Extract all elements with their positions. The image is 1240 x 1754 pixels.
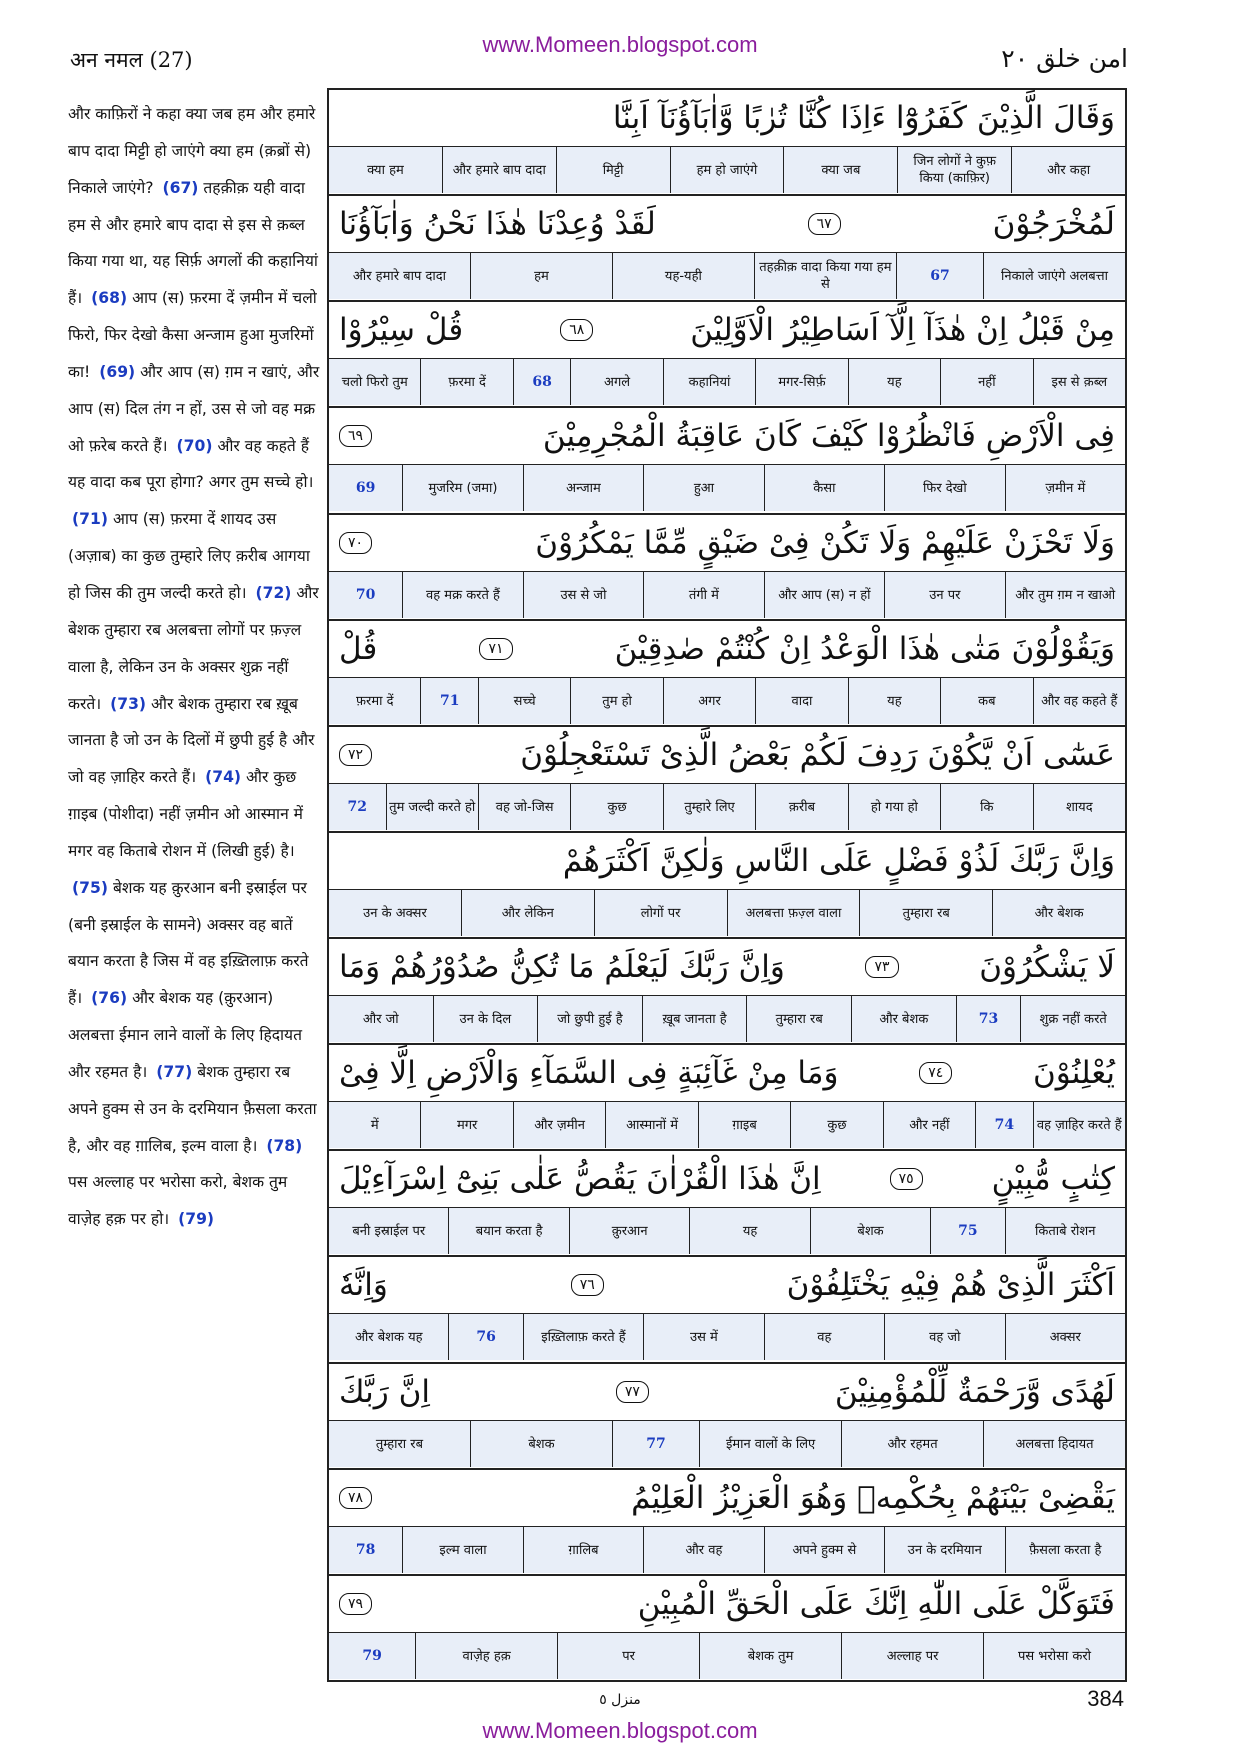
word-meaning-cell: वाज़ेह हक़ <box>415 1633 557 1679</box>
arabic-text: وَيَقُوْلُوْنَ مَتٰى هٰذَا الْوَعْدُ اِنْ كُنْتُمْ صٰدِقِيْنَ <box>614 631 1115 667</box>
ayah-number-marker: ٧٦ <box>571 1274 604 1296</box>
ayah-number-marker: ٧٤ <box>919 1062 952 1084</box>
word-meaning-cell: ज़मीन में <box>1005 465 1125 511</box>
word-meaning-cell: इल्म वाला <box>402 1527 522 1573</box>
word-verse-number: 69 <box>355 479 376 496</box>
word-meaning-cell: कैसा <box>764 465 884 511</box>
ayah-number-marker: ٧٨ <box>339 1487 372 1509</box>
surah-title-hindi: अन नमल (27) <box>70 48 193 72</box>
word-verse-number: 75 <box>930 1208 1004 1254</box>
word-meaning-cell: बेशक तुम <box>699 1633 841 1679</box>
word-meaning-cell: और बेशक <box>851 996 956 1042</box>
word-meaning-cell: इस से क़ब्ल <box>1033 359 1125 405</box>
word-verse-number: 68 <box>513 359 570 405</box>
verse-number: (67) <box>162 178 199 197</box>
word-meaning-cell: जिन लोगों ने कुफ़ किया (काफ़िर) <box>897 147 1011 193</box>
word-meaning-cell: कुछ <box>570 784 662 830</box>
word-meaning-cell: तुम जल्दी करते हो <box>386 784 478 830</box>
word-meaning-row <box>329 783 1125 830</box>
word-meaning-cell: फ़ैसला करता है <box>1005 1527 1125 1573</box>
arabic-text: وَاِنَّهٗ <box>339 1267 388 1303</box>
word-meaning-cell: और बेशक <box>992 890 1125 936</box>
word-meaning-cell: बनी इस्राईल पर <box>352 1223 426 1239</box>
word-meaning-cell: मुजरिम (जमा) <box>402 465 522 511</box>
word-meaning-row <box>329 995 1125 1042</box>
word-meaning-cell: यह <box>689 1208 809 1254</box>
word-meaning-cell: अलबत्ता हिदायत <box>983 1421 1125 1467</box>
word-meaning-cell: अपने हुक्म से <box>764 1527 884 1573</box>
arabic-text: لَهُدًى وَّرَحْمَةٌ لِّلْمُؤْمِنِيْنَ <box>834 1374 1115 1410</box>
arabic-text: لَا يَشْكُرُوْنَ <box>979 949 1115 985</box>
verse-number: (70) <box>176 436 213 455</box>
word-meaning-cell: बेशक <box>810 1208 930 1254</box>
word-verse-number: 67 <box>896 253 983 299</box>
word-meaning-cell: यह <box>848 359 940 405</box>
word-meaning-cell: हो गया हो <box>848 784 940 830</box>
word-meaning-cell: तुम्हारा रब <box>859 890 992 936</box>
arabic-text: لَمُخْرَجُوْنَ <box>992 206 1115 242</box>
verse-number: (79) <box>178 1210 215 1229</box>
word-meaning-cell: में <box>370 1117 379 1133</box>
ayah-number-marker: ٧١ <box>479 638 512 660</box>
arabic-verse-line <box>329 619 1125 677</box>
translation-text: बेशक यह क़ुरआन बनी इस्राईल पर (बनी इस्राईल के सामने) अक्सर वह बातें बयान करता है जिस में वह इख़्तिलाफ़ करते हैं। <box>68 878 309 1008</box>
word-meaning-cell: मिट्टी <box>556 147 670 193</box>
word-meaning-cell: तुम हो <box>570 678 662 724</box>
arabic-text: وَقَالَ الَّذِيْنَ كَفَرُوْٓا ءَاِذَا كُنَّا تُرٰبًا وَّاٰبَآؤُنَآ اَبِنَّا <box>612 100 1115 136</box>
word-meaning-cell: उन के दरमियान <box>884 1527 1004 1573</box>
arabic-text: قُلْ <box>339 631 378 667</box>
translation-text: और कुछ ग़ाइब (पोशीदा) नहीं ज़मीन ओ आस्मान में मगर वह किताबे रोशन में (लिखी हुई) है। <box>68 768 304 860</box>
verse-number: (71) <box>72 510 108 529</box>
arabic-text: فَتَوَكَّلْ عَلَى اللّٰهِ اِنَّكَ عَلَى الْحَقِّ الْمُبِيْنِ <box>637 1586 1115 1622</box>
word-meaning-cell: फिर देखो <box>884 465 1004 511</box>
word-meaning-cell: बेशक <box>470 1421 612 1467</box>
word-meaning-cell: क़ुरआन <box>569 1208 689 1254</box>
word-meaning-cell: और रहमत <box>841 1421 983 1467</box>
word-meaning-cell: ख़ूब जानता है <box>642 996 747 1042</box>
word-meaning-cell: अगले <box>570 359 662 405</box>
word-meaning-row <box>329 1313 1125 1360</box>
word-meaning-cell: और वह कहते हैं <box>1033 678 1125 724</box>
arabic-text: عَسٰٓى اَنْ يَّكُوْنَ رَدِفَ لَكُمْ بَعْضُ الَّذِىْ تَسْتَعْجِلُوْنَ <box>520 737 1115 773</box>
word-meaning-row <box>329 252 1125 299</box>
ayah-number-marker: ٦٧ <box>808 213 841 235</box>
arabic-verse-line <box>329 1149 1125 1207</box>
word-meaning-cell: हम <box>470 253 612 299</box>
arabic-text: مِنْ قَبْلُ اِنْ هٰذَآ اِلَّآ اَسَاطِيْرُ الْاَوَّلِيْنَ <box>690 312 1115 348</box>
word-meaning-cell: चलो फिरो तुम <box>341 374 408 390</box>
word-meaning-row <box>329 358 1125 405</box>
arabic-verse-line <box>329 725 1125 783</box>
arabic-verse-line <box>329 831 1125 889</box>
word-verse-number: 74 <box>975 1102 1032 1148</box>
word-meaning-cell: कि <box>940 784 1032 830</box>
arabic-verse-line <box>329 937 1125 995</box>
word-meaning-cell: वह जो-जिस <box>478 784 570 830</box>
arabic-text: وَمَا مِنْ غَآئِبَةٍ فِى السَّمَآءِ وَالْاَرْضِ اِلَّا فِىْ <box>339 1055 839 1091</box>
word-meaning-cell: वह जो <box>884 1314 1004 1360</box>
word-meaning-row <box>329 1632 1125 1679</box>
word-meaning-cell: यह-यही <box>612 253 754 299</box>
ayah-number-marker: ٧٢ <box>339 744 372 766</box>
word-meaning-cell: कहानियां <box>663 359 755 405</box>
word-meaning-cell: बयान करता है <box>448 1208 568 1254</box>
verse-number: (77) <box>156 1062 193 1081</box>
word-meaning-cell: कुछ <box>790 1102 882 1148</box>
word-meaning-cell: उन के अक्सर <box>363 905 427 921</box>
word-meaning-cell: अगर <box>663 678 755 724</box>
word-meaning-cell: पर <box>557 1633 699 1679</box>
verse-number: (74) <box>205 768 242 787</box>
word-meaning-cell: फ़रमा दें <box>420 359 512 405</box>
ayah-number-marker: ٧٧ <box>616 1381 649 1403</box>
arabic-text: فِى الْاَرْضِ فَانْظُرُوْا كَيْفَ كَانَ عَاقِبَةُ الْمُجْرِمِيْنَ <box>542 418 1115 454</box>
arabic-text: يَقْضِىْ بَيْنَهُمْ بِحُكْمِهٖ وَهُوَ الْعَزِيْزُ الْعَلِيْمُ <box>631 1480 1115 1516</box>
word-meaning-cell: लोगों पर <box>594 890 727 936</box>
arabic-text: لَقَدْ وُعِدْنَا هٰذَا نَحْنُ وَاٰبَآؤُنَا <box>339 206 656 242</box>
arabic-verse-line <box>329 88 1125 146</box>
word-meaning-cell: उस में <box>643 1314 763 1360</box>
word-meaning-cell: यह <box>848 678 940 724</box>
arabic-verse-line <box>329 1043 1125 1101</box>
word-meaning-cell: और हमारे बाप दादा <box>352 268 447 284</box>
translation-text: और वह कहते हैं यह वादा कब पूरा होगा? अगर तुम सच्चे हो। <box>68 436 314 492</box>
word-meaning-cell: और नहीं <box>883 1102 975 1148</box>
word-verse-number: 76 <box>448 1314 522 1360</box>
word-meaning-cell: अल्लाह पर <box>841 1633 983 1679</box>
para-title-arabic: امن خلق ٢٠ <box>1001 44 1128 73</box>
word-meaning-cell: फ़रमा दें <box>355 693 394 709</box>
word-meaning-cell: कब <box>940 678 1032 724</box>
word-meaning-cell: और लेकिन <box>461 890 594 936</box>
ayah-number-marker: ٦٩ <box>339 425 372 447</box>
translation-text: और काफ़िरों ने कहा क्या जब हम और हमारे बाप दादा मिट्टी हो जाएंगे क्या हम (क़ब्रों से) निकाले जाएंगे? <box>68 105 316 197</box>
word-meaning-cell: और वह <box>643 1527 763 1573</box>
word-meaning-cell: इख़्तिलाफ़ करते हैं <box>523 1314 643 1360</box>
word-meaning-cell: उस से जो <box>523 572 643 618</box>
arabic-text: يُعْلِنُوْنَ <box>1033 1055 1115 1091</box>
word-meaning-cell: तुम्हारा रब <box>746 996 851 1042</box>
ayah-number-marker: ٧٠ <box>339 532 372 554</box>
word-meaning-cell: और बेशक यह <box>354 1329 423 1345</box>
word-meaning-cell: अलबत्ता फ़ज़्ल वाला <box>727 890 860 936</box>
word-meaning-cell: हम हो जाएंगे <box>670 147 784 193</box>
word-meaning-cell: और हमारे बाप दादा <box>442 147 556 193</box>
arabic-verse-line <box>329 513 1125 571</box>
word-meaning-cell: शुक्र नहीं करते <box>1020 996 1125 1042</box>
word-meaning-row <box>329 889 1125 936</box>
word-by-word-panel <box>327 88 1127 1682</box>
arabic-text: وَاِنَّ رَبَّكَ لَيَعْلَمُ مَا تُكِنُّ صُدُوْرُهُمْ وَمَا <box>339 949 785 985</box>
word-meaning-cell: ग़ाइब <box>698 1102 790 1148</box>
translation-text: तहक़ीक़ यही वादा हम से और हमारे बाप दादा से इस से क़ब्ल किया गया था, यह सिर्फ़ अगलों की कहानियां हैं। <box>68 178 318 308</box>
word-verse-number: 78 <box>355 1541 376 1558</box>
manzil-label: منزل ٥ <box>599 1692 641 1708</box>
site-url-bottom[interactable]: www.Momeen.blogspot.com <box>482 1718 758 1743</box>
translation-text: और बेशक तुम्हारा रब ख़ूब जानता है जो उन के दिलों में छुपी हुई है और जो वह ज़ाहिर करते हैं। <box>68 694 315 787</box>
word-meaning-cell: और आप (स) न हों <box>764 572 884 618</box>
word-verse-number: 73 <box>956 996 1021 1042</box>
word-meaning-cell: शायद <box>1033 784 1125 830</box>
hindi-translation-column <box>68 96 320 1238</box>
verse-number: (73) <box>110 694 147 713</box>
word-meaning-cell: क़रीब <box>755 784 847 830</box>
arabic-verse-line <box>329 1574 1125 1632</box>
word-verse-number: 72 <box>347 798 367 815</box>
arabic-text: قُلْ سِيْرُوْا <box>339 312 464 348</box>
word-meaning-cell: तहक़ीक़ वादा किया गया हम से <box>754 253 896 299</box>
translation-text: आप (स) फ़रमा दें शायद उस (अज़ाब) का कुछ तुम्हारे लिए क़रीब आगया हो जिस की तुम जल्दी करते हो। <box>68 510 310 602</box>
word-meaning-cell: किताबे रोशन <box>1005 1208 1125 1254</box>
ayah-number-marker: ٦٨ <box>560 319 593 341</box>
word-meaning-cell: तुम्हारा रब <box>375 1436 424 1452</box>
translation-text: और आप (स) ग़म न खाएं, और आप (स) दिल तंग न हों, उस से जो वह मक्र ओ फ़रेब करते हैं। <box>68 362 320 455</box>
word-meaning-row <box>329 1420 1125 1467</box>
translation-text: और बेशक तुम्हारा रब अलबत्ता लोगों पर फ़ज़्ल वाला है, लेकिन उन के अक्सर शुक्र नहीं करते। <box>68 583 319 713</box>
arabic-verse-line <box>329 194 1125 252</box>
site-url-top[interactable]: www.Momeen.blogspot.com <box>482 32 758 57</box>
arabic-text: وَاِنَّ رَبَّكَ لَذُوْ فَضْلٍ عَلَى النَّاسِ وَلٰكِنَّ اَكْثَرَهُمْ <box>562 843 1115 879</box>
arabic-text: اِنَّ رَبَّكَ <box>339 1374 430 1410</box>
word-meaning-cell: सच्चे <box>478 678 570 724</box>
word-meaning-cell: तंगी में <box>643 572 763 618</box>
word-meaning-cell: वह <box>764 1314 884 1360</box>
arabic-verse-line <box>329 1362 1125 1420</box>
word-meaning-cell: पस भरोसा करो <box>983 1633 1125 1679</box>
arabic-verse-line <box>329 406 1125 464</box>
word-verse-number: 70 <box>355 586 376 603</box>
word-meaning-cell: जो छुपी हुई है <box>537 996 642 1042</box>
verse-number: (76) <box>91 989 128 1008</box>
word-verse-number: 71 <box>420 678 477 724</box>
translation-text: आप (स) फ़रमा दें ज़मीन में चलो फिरो, फिर देखो कैसा अन्जाम हुआ मुजरिमों का! <box>68 289 317 381</box>
arabic-text: اِنَّ هٰذَا الْقُرْاٰنَ يَقُصُّ عَلٰى بَنِىْٓ اِسْرَآءِيْلَ <box>339 1161 821 1197</box>
ayah-number-marker: ٧٥ <box>890 1168 923 1190</box>
word-meaning-cell: वह ज़ाहिर करते हैं <box>1033 1102 1125 1148</box>
word-meaning-cell: तुम्हारे लिए <box>663 784 755 830</box>
word-meaning-cell: और ज़मीन <box>513 1102 605 1148</box>
word-meaning-cell: और तुम ग़म न खाओ <box>1005 572 1125 618</box>
ayah-number-marker: ٧٣ <box>865 956 898 978</box>
word-meaning-cell: उन के दिल <box>433 996 538 1042</box>
word-meaning-cell: मगर-सिर्फ़ <box>755 359 847 405</box>
verse-number: (78) <box>266 1136 303 1155</box>
word-meaning-cell: वादा <box>755 678 847 724</box>
translation-text: पस अल्लाह पर भरोसा करो, बेशक तुम वाज़ेह हक़ पर हो। <box>68 1173 288 1229</box>
word-verse-number: 79 <box>362 1647 382 1664</box>
verse-number: (72) <box>255 583 292 602</box>
arabic-text: اَكْثَرَ الَّذِىْ هُمْ فِيْهِ يَخْتَلِفُوْنَ <box>786 1267 1115 1303</box>
word-meaning-cell: और कहा <box>1011 147 1125 193</box>
verse-number: (69) <box>99 362 136 381</box>
word-meaning-row <box>329 464 1125 511</box>
arabic-verse-line <box>329 1468 1125 1526</box>
word-meaning-cell: अन्जाम <box>523 465 643 511</box>
word-verse-number: 77 <box>612 1421 699 1467</box>
word-meaning-row <box>329 1207 1125 1254</box>
word-meaning-row <box>329 1101 1125 1148</box>
word-meaning-cell: मगर <box>420 1102 512 1148</box>
word-meaning-cell: उन पर <box>884 572 1004 618</box>
page-number: 384 <box>1087 1686 1124 1711</box>
arabic-verse-line <box>329 300 1125 358</box>
word-meaning-row <box>329 677 1125 724</box>
word-meaning-row <box>329 1526 1125 1573</box>
verse-number: (68) <box>91 289 128 308</box>
word-meaning-cell: और जो <box>362 1011 399 1027</box>
arabic-verse-line <box>329 1255 1125 1313</box>
word-meaning-cell: नहीं <box>940 359 1032 405</box>
word-meaning-cell: निकाले जाएंगे अलबत्ता <box>983 253 1125 299</box>
word-meaning-cell: क्या हम <box>367 162 404 178</box>
arabic-text: وَلَا تَحْزَنْ عَلَيْهِمْ وَلَا تَكُنْ فِىْ ضَيْقٍ مِّمَّا يَمْكُرُوْنَ <box>535 525 1115 561</box>
translation-text: बेशक तुम्हारा रब अपने हुक्म से उन के दरमियान फ़ैसला करता है, और वह ग़ालिब, इल्म वाला है। <box>68 1062 317 1155</box>
word-meaning-row <box>329 146 1125 193</box>
word-meaning-cell: हुआ <box>643 465 763 511</box>
word-meaning-cell: क्या जब <box>783 147 897 193</box>
word-meaning-cell: ग़ालिब <box>523 1527 643 1573</box>
word-meaning-cell: वह मक्र करते हैं <box>402 572 522 618</box>
verse-number: (75) <box>72 878 108 897</box>
word-meaning-row <box>329 571 1125 618</box>
word-meaning-cell: ईमान वालों के लिए <box>699 1421 841 1467</box>
ayah-number-marker: ٧٩ <box>339 1593 372 1615</box>
word-meaning-cell: आस्मानों में <box>605 1102 697 1148</box>
translation-text: और बेशक यह (क़ुरआन) अलबत्ता ईमान लाने वालों के लिए हिदायत और रहमत है। <box>68 989 302 1081</box>
arabic-text: كِتٰبٍ مُّبِيْنٍ <box>991 1161 1115 1197</box>
word-meaning-cell: अक्सर <box>1005 1314 1125 1360</box>
